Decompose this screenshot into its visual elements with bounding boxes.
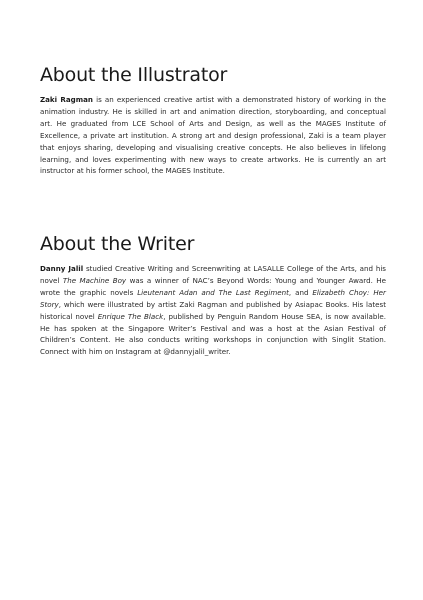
illustrator-name: Zaki Ragman xyxy=(40,95,93,104)
writer-bio-text-4: , which were illustrated by artist Zaki Ragman and published by Asiapac Books. His latest historical novel xyxy=(40,299,386,321)
writer-name: Danny Jalil xyxy=(40,264,84,273)
writer-novel-lieutenant-adan: Lieutenant Adan and The Last Regiment xyxy=(137,287,289,297)
writer-bio-text-5: , published by Penguin Random House SEA, is now available. He has spoken at the Singapore Writer’s Festival and was a host at the Asian Festival of Children’s Content. He also conducts writing workshops in conjunction with Singlit Station. Connect with him on Instagram at @dannyjalil_writer. xyxy=(40,311,386,357)
illustrator-heading: About the Illustrator xyxy=(40,64,228,86)
writer-novel-enrique: Enrique The Black xyxy=(97,311,164,321)
illustrator-bio xyxy=(40,94,386,177)
writer-bio xyxy=(40,263,386,358)
writer-heading: About the Writer xyxy=(40,233,195,255)
writer-novel-machine-boy: The Machine Boy xyxy=(62,275,127,285)
writer-bio-text-3: , and xyxy=(288,287,313,297)
writer-section xyxy=(40,231,386,358)
writer-novel-elizabeth-choy: Elizabeth Choy: Her Story xyxy=(40,287,386,309)
illustrator-section xyxy=(40,62,386,177)
writer-bio-text-1: studied Creative Writing and Screenwriting at LASALLE College of the Arts, and his novel xyxy=(40,264,386,285)
illustrator-bio-text: is an experienced creative artist with a demonstrated history of working in the animation industry. He is skilled in art and animation direction, storyboarding, and conceptual art. He graduated from LCE School of Arts and Design, as well as the MAGES Institute of Excellence, a private art institution. A strong art and design professional, Zaki is a team player that enjoys sharing, developing and visualising creative concepts. He also believes in lifelong learning, and loves experimenting with new ways to create artworks. He is currently an art instructor at his former school, the MAGES Institute. xyxy=(40,95,387,176)
writer-bio-text-2: was a winner of NAC’s Beyond Words: Young and Younger Award. He wrote the graphic novels xyxy=(40,275,387,297)
